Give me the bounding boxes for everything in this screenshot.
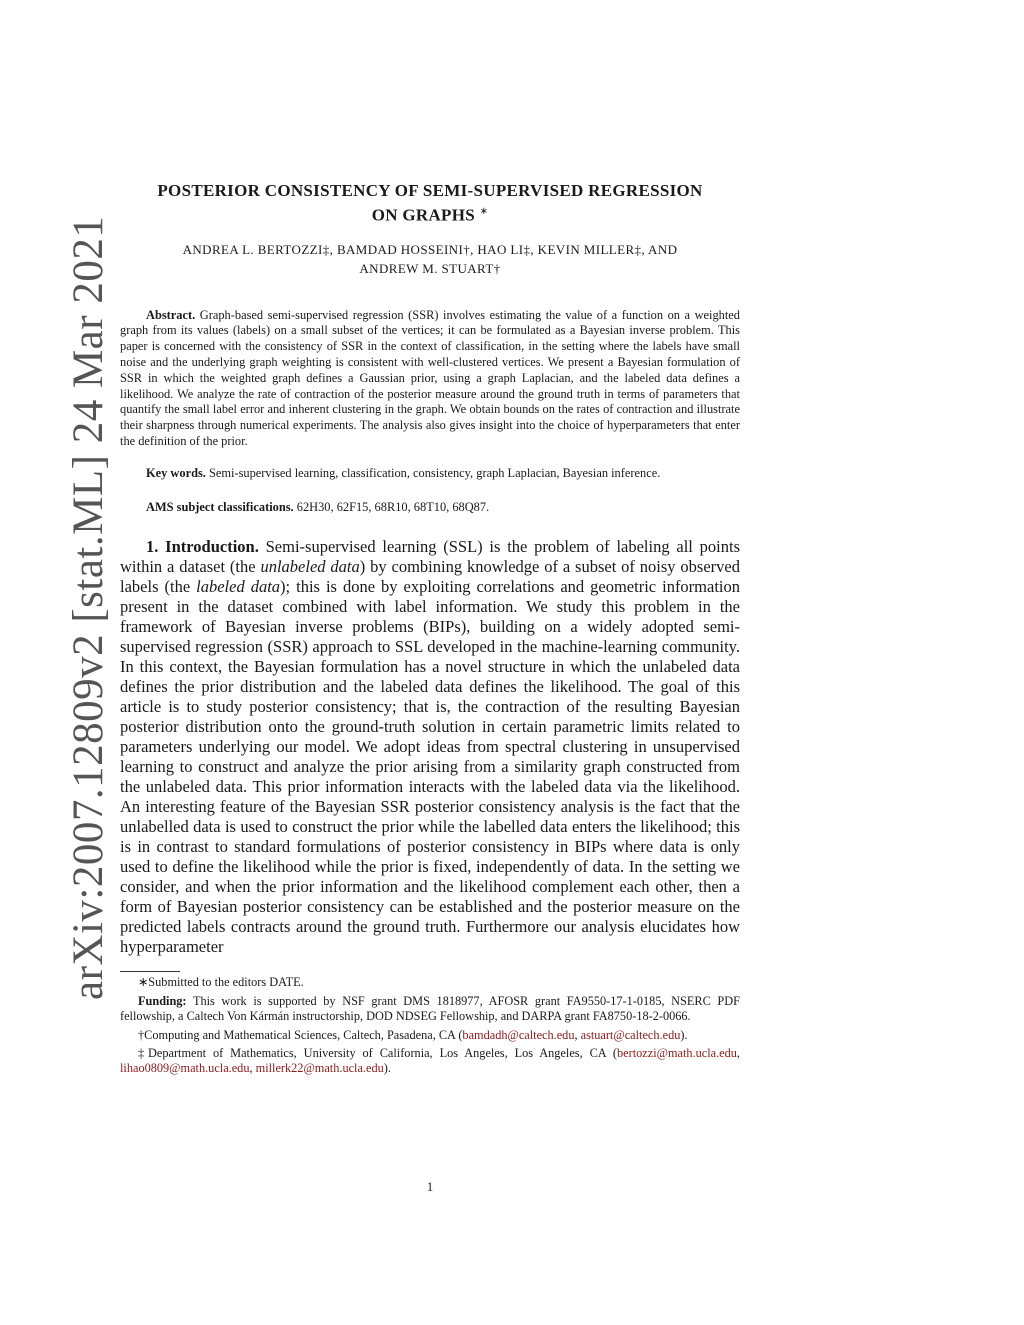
intro-text-c: ); this is done by exploiting correlations and geometric information present in the dataset combined with label information. We study this problem in the framework of Bayesian inverse problems (BIPs), building on a widely adopted semi-supervised regression (SSR) approach to SSL developed in the machine-learning community. In this context, the Bayesian formulation has a novel structure in which the unlabeled data defines the prior distribution and the labeled data defines the likelihood. The goal of this article is to study posterior consistency; that is, the contraction of the resulting Bayesian posterior distribution onto the ground-truth solution in certain parametric limits related to parameters underlying our model. We adopt ideas from spectral clustering in unsupervised learning to construct and analyze the prior arising from a similarity graph constructed from the unlabeled data. This prior information interacts with the labeled data via the likelihood. An interesting feature of the Bayesian SSR posterior consistency analysis is the fact that the unlabelled data is used to construct the prior while the labelled data enters the likelihood; this is in contrast to standard formulations of posterior consistency in BIPs where data is only used to define the likelihood while the prior is fixed, independently of data. In the setting we consider, and when the prior information and the likelihood complement each other, then a form of Bayesian posterior consistency can be established and the posterior measure on the predicted labels contracts around the ground truth. Furthermore our analysis elucidates how hyperparameter [120, 577, 741, 957]
title-footnote-mark: ∗ [479, 206, 489, 217]
introduction-paragraph [120, 537, 740, 957]
email-link-millerk[interactable]: millerk22@math.ucla.edu [255, 1061, 384, 1076]
title-line-2: ON GRAPHS [371, 205, 476, 225]
keywords-text: Semi-supervised learning, classification, consistency, graph Laplacian, Bayesian inference. [209, 465, 661, 480]
fn3-text: ‡Department of Mathematics, University of California, Los Angeles, Los Angeles, CA ( [138, 1046, 618, 1061]
paper-page [120, 180, 741, 1194]
footnote-caltech [120, 1028, 740, 1043]
fn3-sep1: , [736, 1046, 740, 1061]
fn3-end: ). [383, 1061, 391, 1076]
authors [120, 240, 740, 278]
authors-line-2: ANDREW M. STUART† [359, 260, 501, 276]
intro-text-b: ) by combining knowledge of a subset of noisy observed labels (the [120, 557, 740, 597]
abstract [120, 308, 740, 450]
email-link-astuart[interactable]: astuart@caltech.edu [580, 1027, 681, 1042]
intro-text-a: Semi-supervised learning (SSL) is the problem of labeling all points within a dataset (the [120, 537, 740, 577]
ams-classifications [120, 500, 740, 516]
arxiv-side-stamp: arXiv:2007.12809v2 [stat.ML] 24 Mar 2021 [65, 215, 112, 1000]
ams-label: AMS subject classifications. [146, 499, 294, 514]
email-link-bamdadh[interactable]: bamdadh@caltech.edu [462, 1027, 575, 1042]
intro-emphasis-labeled: labeled data [196, 577, 281, 597]
email-link-bertozzi[interactable]: bertozzi@math.ucla.edu [617, 1046, 737, 1061]
section-heading: 1. Introduction. [146, 537, 259, 557]
paper-title [120, 180, 740, 226]
fn3-sep2: , [249, 1061, 256, 1076]
email-link-lihao[interactable]: lihao0809@math.ucla.edu [120, 1061, 250, 1076]
fn2-text: †Computing and Mathematical Sciences, Caltech, Pasadena, CA ( [138, 1027, 463, 1042]
footnote-rule [120, 971, 180, 972]
intro-emphasis-unlabeled: unlabeled data [260, 557, 360, 577]
keywords [120, 466, 740, 482]
page-number: 1 [426, 1180, 434, 1194]
footnote-submitted: ∗Submitted to the editors DATE. [138, 975, 304, 990]
ams-text: 62H30, 62F15, 68R10, 68T10, 68Q87. [296, 499, 490, 514]
funding-label: Funding: [138, 993, 187, 1008]
abstract-label: Abstract. [146, 307, 196, 322]
fn2-end: ). [680, 1027, 688, 1042]
authors-line-1: ANDREA L. BERTOZZI‡, BAMDAD HOSSEINI†, HAO LI‡, KEVIN MILLER‡, AND [182, 241, 678, 257]
fn2-sep: , [574, 1027, 581, 1042]
funding-text: This work is supported by NSF grant DMS 1818977, AFOSR grant FA9550-17-1-0185, NSERC PDF fellowship, a Caltech Von Kármán instructorship, DOD NDSEG Fellowship, and DARPA grant FA8750-18-2-0066. [120, 993, 740, 1024]
keywords-label: Key words. [146, 465, 206, 480]
footnote-ucla [120, 1046, 740, 1077]
title-line-1: POSTERIOR CONSISTENCY OF SEMI-SUPERVISED REGRESSION [157, 181, 703, 200]
abstract-text: Graph-based semi-supervised regression (SSR) involves estimating the value of a function on a weighted graph from its values (labels) on a small subset of the vertices; it can be formulated as a Bayesian inverse problem. This paper is concerned with the consistency of SSR in the context of classification, in the setting where the labels have small noise and the underlying graph weighting is consistent with well-clustered vertices. We present a Bayesian formulation of SSR in which the weighted graph defines a Gaussian prior, using a graph Laplacian, and the labeled data defines a likelihood. We analyze the rate of contraction of the posterior measure around the ground truth in terms of parameters that quantify the small label error and inherent clustering in the graph. We obtain bounds on the rates of contraction and illustrate their sharpness through numerical experiments. The analysis also gives insight into the choice of hyperparameters that enter the definition of the prior. [120, 307, 740, 449]
footnote-funding [120, 994, 740, 1025]
